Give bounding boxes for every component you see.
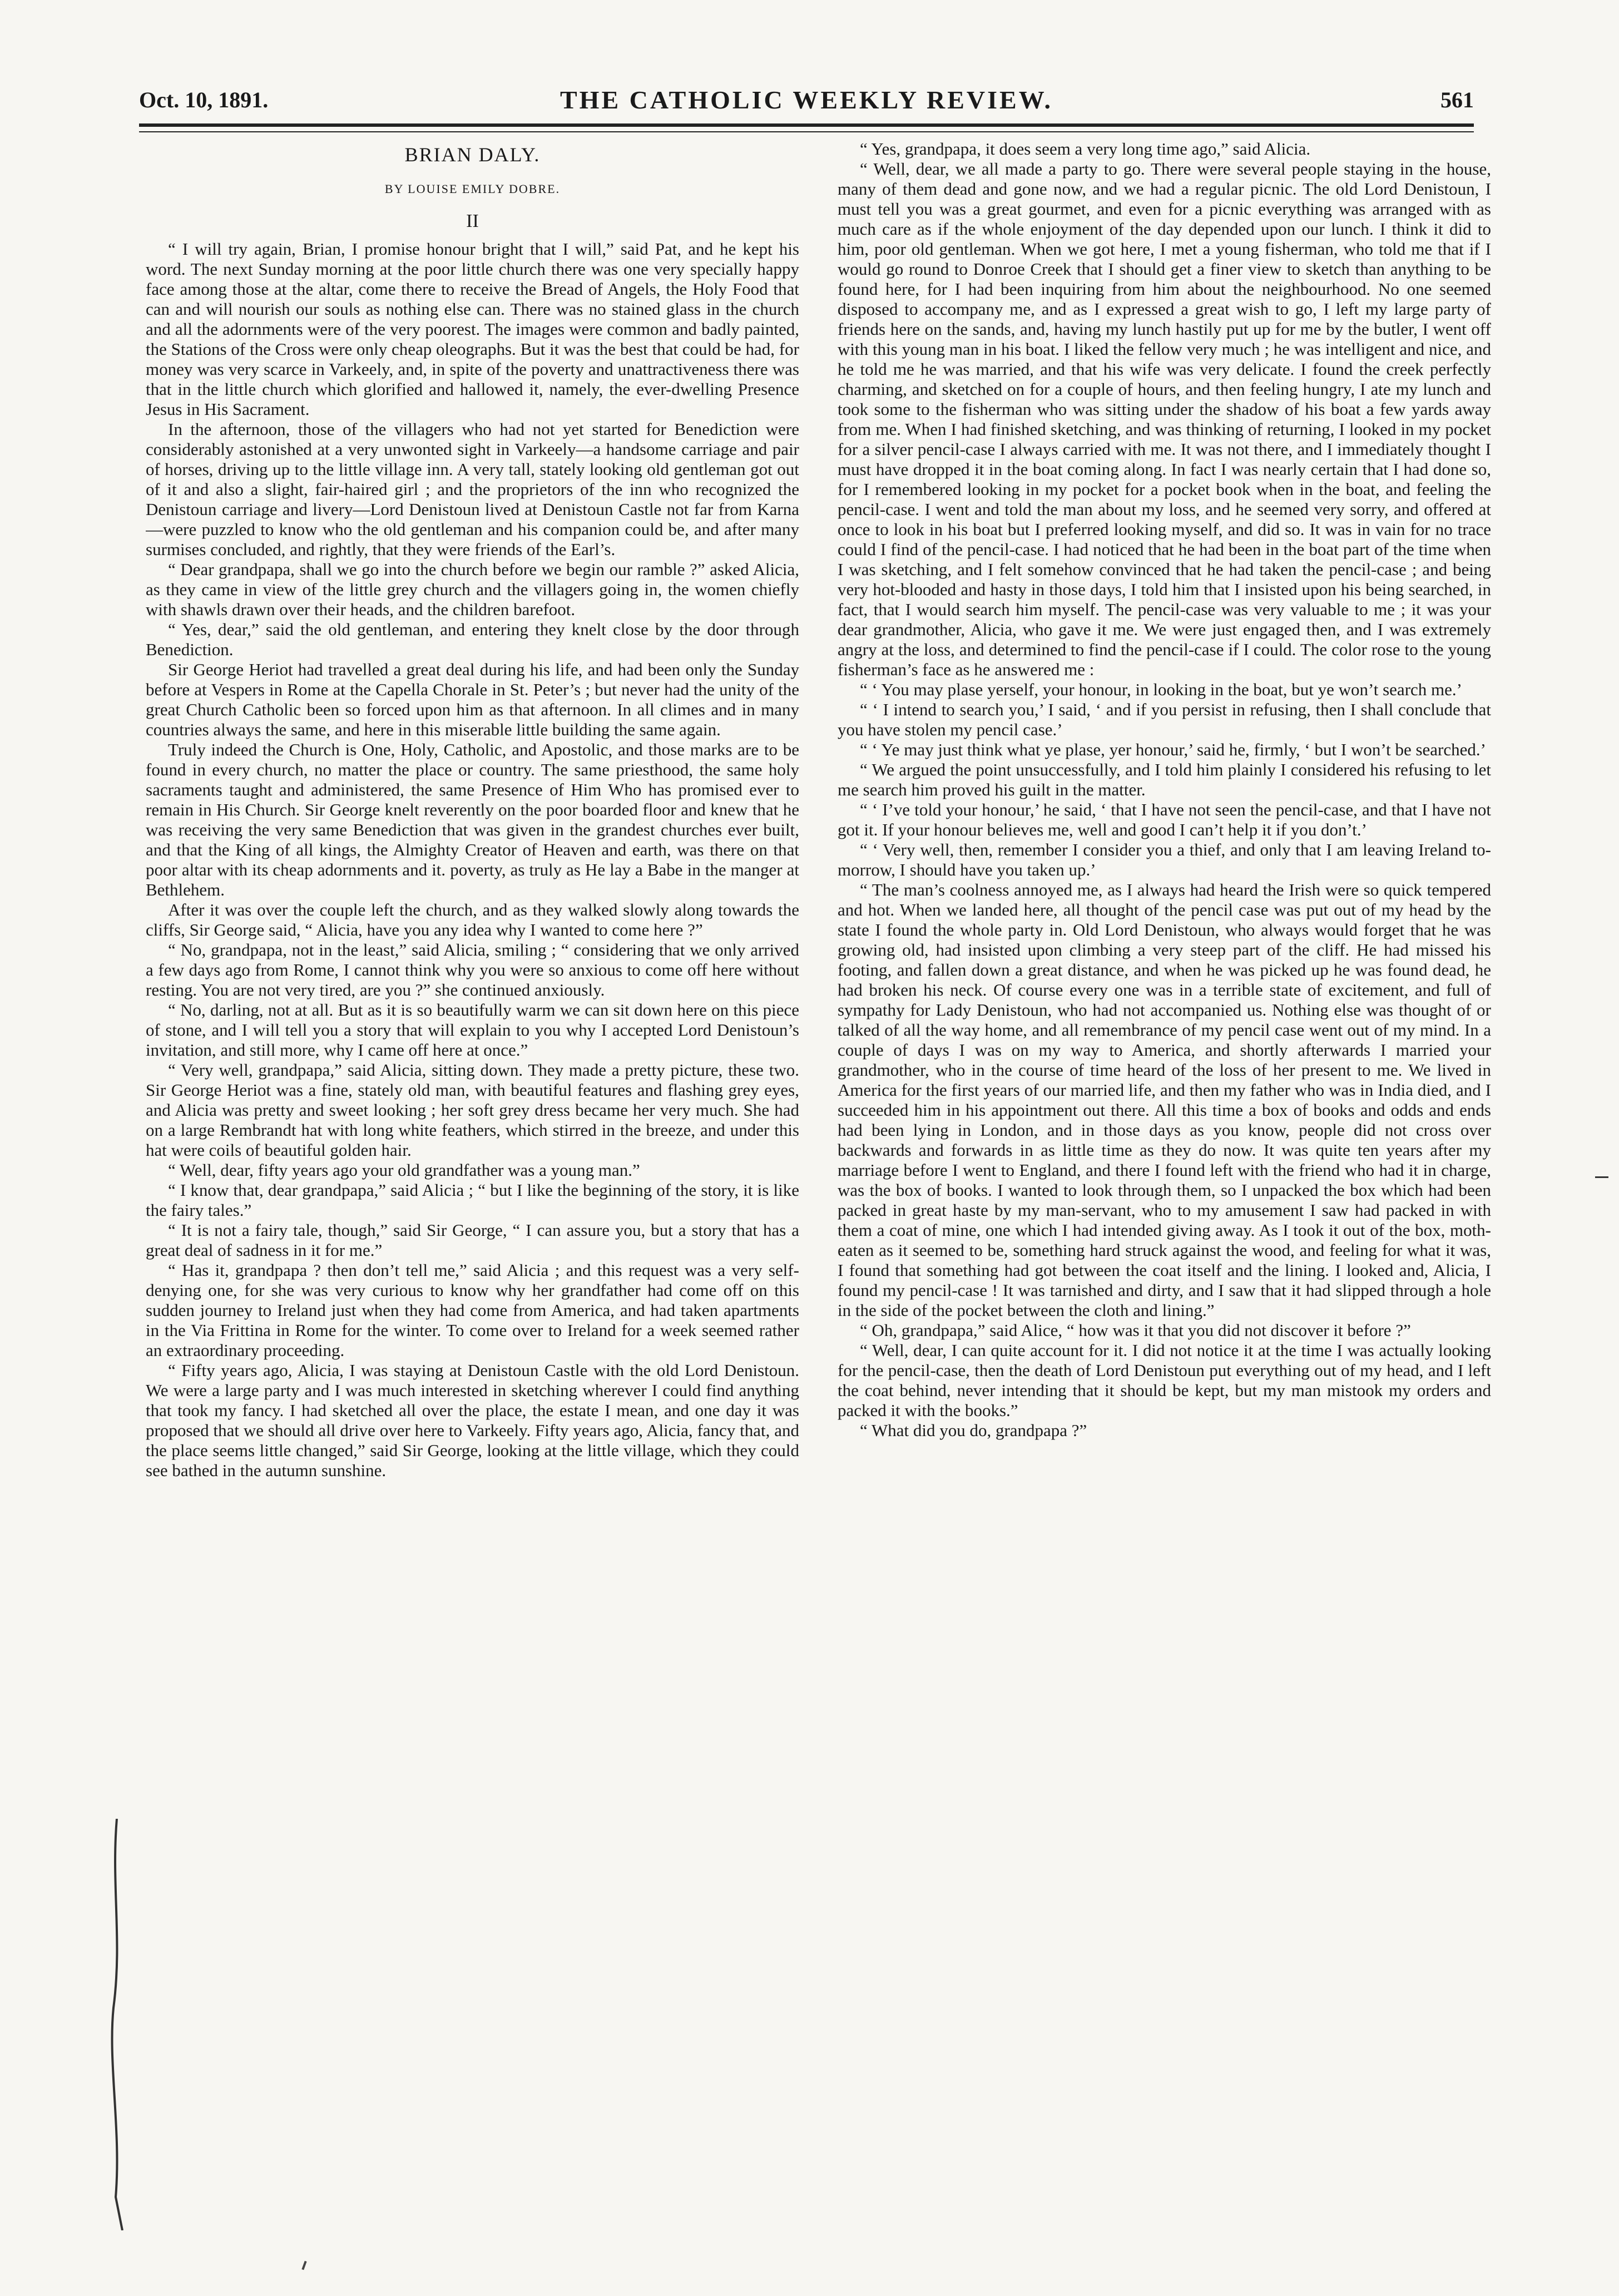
paragraph: “ ‘ You may plase yerself, your honour, in looking in the boat, but ye won’t search me.’ xyxy=(860,680,1462,699)
paragraph: “ I will try again, Brian, I promise honour bright that I will,” said Pat, and he kept his word. The next Sunday morning at the poor little church there was one very specially happy face among those at the altar, come there to receive the Bread of Angels, the Holy Food that can and will nourish our souls as nothing else can. There was no stained glass in the church and all the adornments were of the very poorest. The images were common and badly painted, the Stations of the Cross were only cheap oleographs. But it was the best that could be had, for money was very scarce in Varkeely, and, in spite of the poverty and unattractiveness there was that in the little church which glorified and hallowed it, namely, the ever-dwelling Presence Jesus in His Sacrament. xyxy=(146,239,799,419)
paragraph: “ I know that, dear grandpapa,” said Alicia ; “ but I like the beginning of the story, it is like the fairy tales.” xyxy=(146,1180,799,1220)
paragraph: “ The man’s coolness annoyed me, as I always had heard the Irish were so quick tempered and hot. When we landed here, all thought of the pencil case was put out of my head by the state I found the whole party in. Old Lord Denistoun, who always would forget that he was growing old, had insisted upon climbing a very steep part of the cliff. He had missed his footing, and fallen down a great distance, and when he was picked up he was found dead, he had broken his neck. Of course every one was in a terrible state of excitement, and full of sympathy for Lady Denistoun, who had not accompanied us. Nothing else was thought of or talked of all the way home, and all remembrance of my pencil case went out of my mind. In a couple of days I was on my way to America, and shortly afterwards I married your grandmother, who in the course of time heard of the loss of her present to me. We lived in America for the first years of our married life, and then my father who was in India died, and I succeeded him in his appointment out there. All this time a box of books and odds and ends had been lying in London, and in those days as you know, people did not cross over backwards and forwards in as little time as they do now. It was quite ten years after my marriage before I went to England, and there I found left with the friend who had it in charge, was the box of books. I wanted to look through them, so I unpacked the box which had been packed in great haste by my man-servant, who to my amusement I saw had packed in with them a coat of mine, one which I had intended giving away. As I took it out of the box, moth-eaten as it seemed to be, something hard struck against the wood, and feeling for what it was, I found that something had got between the coat itself and the lining. I looked and, Alicia, I found my pencil-case ! It was tarnished and dirty, and I saw that it had slipped through a hole in the side of the pocket between the cloth and lining.” xyxy=(838,880,1491,1320)
paragraph: “ ‘ Ye may just think what ye plase, yer honour,’ said he, firmly, ‘ but I won’t be searched.’ xyxy=(860,740,1486,759)
paragraph: After it was over the couple left the church, and as they walked slowly along towards the cliffs, Sir George said, “ Alicia, have you any idea why I wanted to come here ?” xyxy=(146,900,799,939)
left-column xyxy=(146,139,799,2264)
issue-date: Oct. 10, 1891. xyxy=(139,87,269,112)
article-byline: BY LOUISE EMILY DOBRE. xyxy=(384,182,561,196)
paragraph: “ Well, dear, we all made a party to go. There were several people staying in the house, many of them dead and gone now, and we had a regular picnic. The old Lord Denistoun, I must tell you was a great gourmet, and even for a picnic everything was arranged with as much care as if the whole enjoyment of the day depended upon our lunch. I think it did to him, poor old gentleman. When we got here, I met a young fisherman, who told me that if I would go round to Donroe Creek that I should get a finer view to sketch than anything to be found here, for I had been inquiring from him about the neighbourhood. No one seemed disposed to accompany me, and as I expressed a great wish to go, I left my large party of friends here on the sands, and, having my lunch hastily put up for me by the butler, I went off with this young man in his boat. I liked the fellow very much ; he was intelligent and nice, and he told me he was married, and that his wife was very delicate. I found the creek perfectly charming, and sketched on for a couple of hours, and then feeling hungry, I ate my lunch and took some to the fisherman who was sitting under the shadow of his boat a few yards away from me. When I had finished sketching, and was thinking of returning, I looked in my pocket for a silver pencil-case I always carried with me. It was not there, and I immediately thought I must have dropped it in the boat coming along. In fact I was nearly certain that I had done so, for I remembered looking in my pocket for a pocket book when in the boat, and feeling the pencil-case. I went and told the man about my loss, and he seemed very sorry, and offered at once to look in his boat but I preferred looking myself, and did so. It was in vain for no trace could I find of the pencil-case. I had noticed that he had been in the boat part of the time when I was sketching, and I felt somehow convinced that he had taken the pencil-case ; and being very hot-blooded and hasty in those days, I told him that I insisted upon his being searched, in fact, that I would search him myself. The pencil-case was very valuable to me ; it was your dear grandmother, Alicia, who gave it me. We were just engaged then, and I was extremely angry at the loss, and determined to find the pencil-case if I could. The color rose to the young fisherman’s face as he answered me : xyxy=(838,159,1491,679)
paragraph: “ Oh, grandpapa,” said Alice, “ how was it that you did not discover it before ?” xyxy=(860,1320,1411,1340)
masthead-rule-thin xyxy=(139,131,1474,132)
paragraph: In the afternoon, those of the villagers who had not yet started for Benediction were considerably astonished at a very unwonted sight in Varkeely—a handsome carriage and pair of horses, driving up to the little village inn. A very tall, stately looking old gentleman got out of it and also a slight, fair-haired girl ; and the proprietors of the inn who recognized the Denistoun carriage and livery—Lord Denistoun lived at Denistoun Castle not far from Karna—were puzzled to know who the old gentleman and his companion could be, and after many surmises concluded, and rightly, that they were friends of the Earl’s. xyxy=(146,419,799,559)
right-column xyxy=(838,139,1491,2264)
paragraph: “ We argued the point unsuccessfully, and I told him plainly I considered his refusing to let me search him proved his guilt in the matter. xyxy=(838,760,1491,799)
masthead-rule-thick xyxy=(139,123,1474,127)
paragraph: “ Has it, grandpapa ? then don’t tell me,” said Alicia ; and this request was a very self-denying one, for she was very curious to know why her grandfather had come off on this sudden journey to Ireland just when they had come from America, and had taken apartments in the Via Frittina in Rome for the winter. To come over to Ireland for a week seemed rather an extraordinary proceeding. xyxy=(146,1260,799,1360)
article-title: BRIAN DALY. xyxy=(404,144,541,166)
paragraph: “ It is not a fairy tale, though,” said Sir George, “ I can assure you, but a story that has a great deal of sadness in it for me.” xyxy=(146,1220,799,1260)
paragraph: “ No, darling, not at all. But as it is so beautifully warm we can sit down here on this piece of stone, and I will tell you a story that will explain to you why I accepted Lord Denistoun’s invitation, and still more, why I came off here at once.” xyxy=(146,1000,799,1060)
paragraph: “ Dear grandpapa, shall we go into the church before we begin our ramble ?” asked Alicia, as they came in view of the little grey church and the villagers going in, the women chiefly with shawls drawn over their heads, and the children barefoot. xyxy=(146,560,799,619)
publication-title: THE CATHOLIC WEEKLY REVIEW. xyxy=(560,86,1053,114)
masthead xyxy=(139,83,1474,117)
paragraph: “ No, grandpapa, not in the least,” said Alicia, smiling ; “ considering that we only arrived a few days ago from Rome, I cannot think why you were so anxious to come off here without resting. You are not very tired, are you ?” she continued anxiously. xyxy=(146,940,799,999)
paragraph: “ ‘ I’ve told your honour,’ he said, ‘ that I have not seen the pencil-case, and that I have not got it. If your honour believes me, well and good I can’t help it if you don’t.’ xyxy=(838,800,1491,839)
paragraph: “ What did you do, grandpapa ?” xyxy=(860,1421,1087,1440)
paragraph: Truly indeed the Church is One, Holy, Catholic, and Apostolic, and those marks are to be found in every church, no matter the place or country. The same priesthood, the same holy sacraments taught and administered, the same Presence of Him Who has promised ever to remain in His Church. Sir George knelt reverently on the poor boarded floor and knew that he was receiving the very same Benediction that was given in the grandest churches ever built, and that the King of all kings, the Almighty Creator of Heaven and earth, was there on that poor altar with its cheap adornments and it. poverty, as truly as He lay a Babe in the manger at Bethlehem. xyxy=(146,740,799,899)
paragraph: “ ‘ I intend to search you,’ I said, ‘ and if you persist in refusing, then I shall conclude that you have stolen my pencil case.’ xyxy=(838,700,1491,739)
margin-pen-mark xyxy=(106,1819,128,2230)
paragraph: “ ‘ Very well, then, remember I consider you a thief, and only that I am leaving Ireland to-morrow, I should have you taken up.’ xyxy=(838,840,1491,879)
paragraph: “ Well, dear, fifty years ago your old grandfather was a young man.” xyxy=(168,1160,640,1180)
paragraph: “ Very well, grandpapa,” said Alicia, sitting down. They made a pretty picture, these two. Sir George Heriot was a fine, stately old man, with beautiful features and flashing grey eyes, and Alicia was pretty and sweet looking ; her soft grey dress became her very much. She had on a large Rembrandt hat with long white feathers, which stirred in the breeze, and under this hat were coils of beautiful golden hair. xyxy=(146,1060,799,1160)
paragraph: “ Well, dear, I can quite account for it. I did not notice it at the time I was actually looking for the pencil-case, then the death of Lord Denistoun put everything out of my head, and I left the coat behind, never intending that it should be kept, but my man mistook my orders and packed it with the books.” xyxy=(838,1340,1491,1420)
paragraph: “ Yes, grandpapa, it does seem a very long time ago,” said Alicia. xyxy=(860,139,1311,159)
margin-dash-mark xyxy=(1595,1176,1608,1178)
paragraph: Sir George Heriot had travelled a great deal during his life, and had been only the Sunday before at Vespers in Rome at the Capella Chorale in St. Peter’s ; but never had the unity of the great Church Catholic been so forced upon him as that afternoon. In all climes and in many countries always the same, and here in this miserable little building the same again. xyxy=(146,660,799,739)
article-part-numeral: II xyxy=(466,211,479,231)
paragraph: “ Yes, dear,” said the old gentleman, and entering they knelt close by the door through Benediction. xyxy=(146,620,799,659)
page-number: 561 xyxy=(1440,87,1474,112)
paragraph: “ Fifty years ago, Alicia, I was staying at Denistoun Castle with the old Lord Denistoun. We were a large party and I was much interested in sketching wherever I could find anything that took my fancy. I had sketched all over the place, the estate I mean, and one day it was proposed that we should all drive over here to Varkeely. Fifty years ago, Alicia, fancy that, and the place seems little changed,” said Sir George, looking at the little village, which they could see bathed in the autumn sunshine. xyxy=(146,1360,799,1480)
